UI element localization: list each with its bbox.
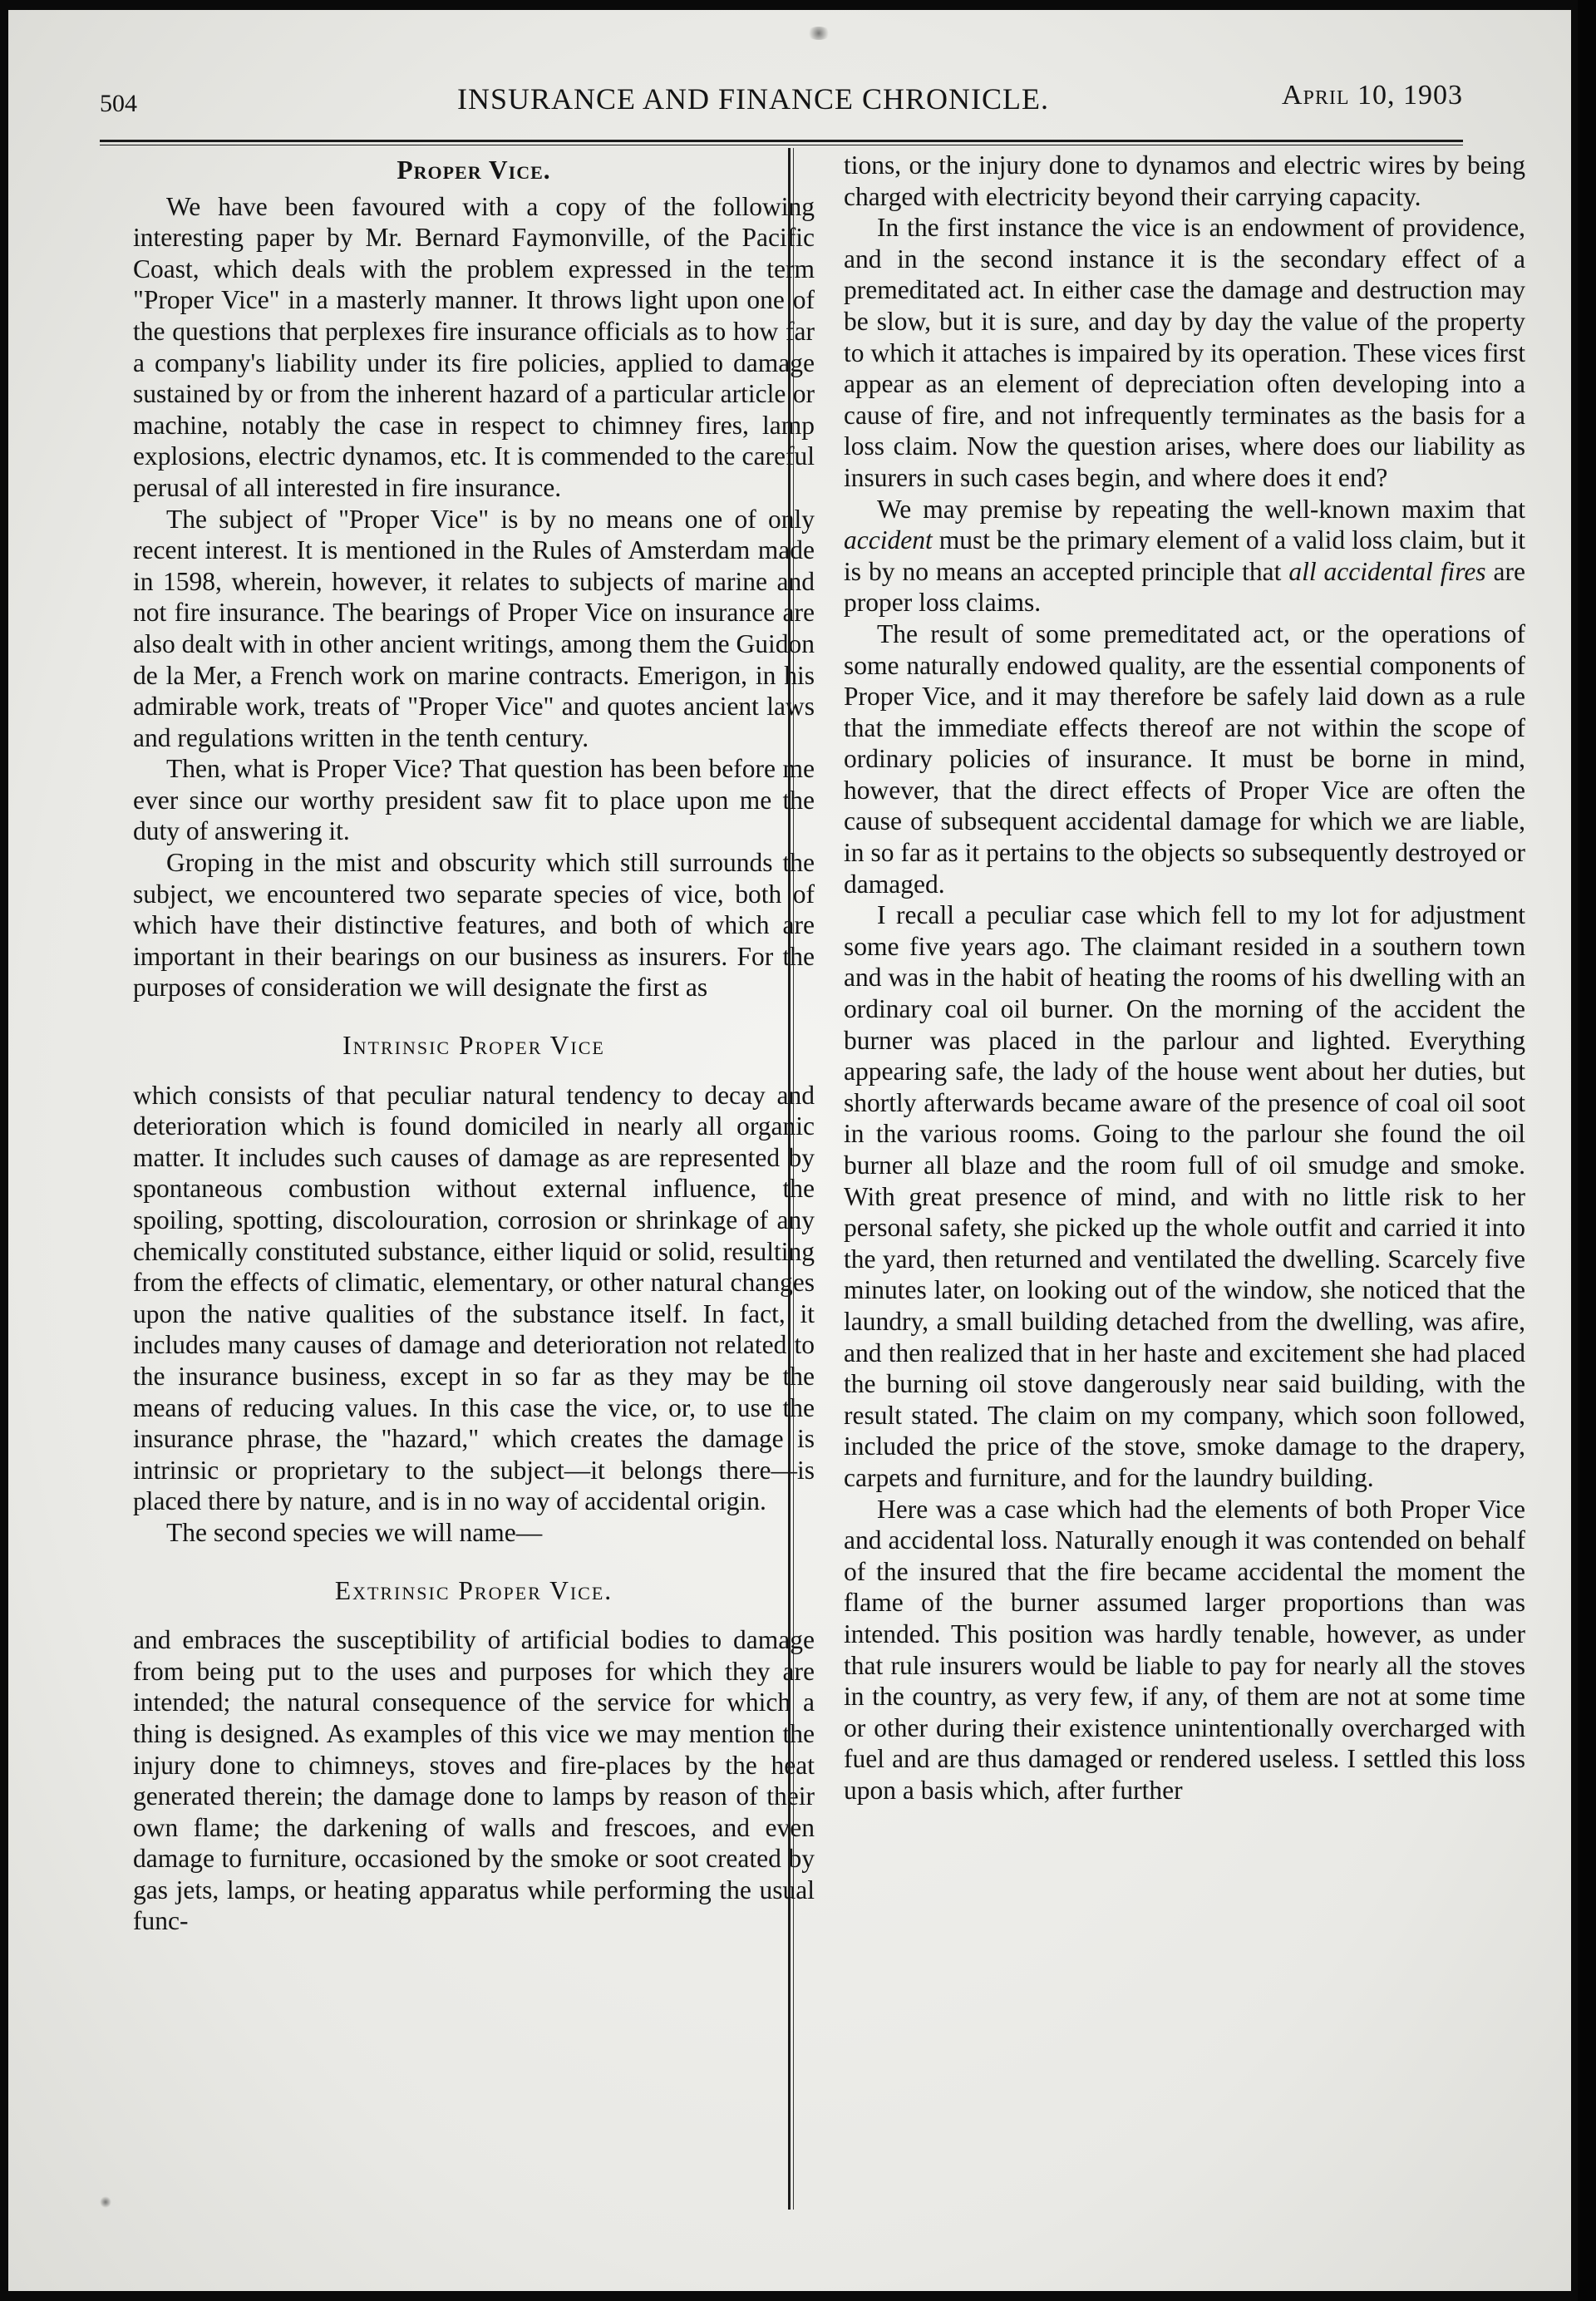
- print-smudge: [100, 2196, 111, 2208]
- paragraph: tions, or the injury done to dynamos and electric wires by being charged with electricity beyond their carrying capacity.: [844, 150, 1525, 211]
- section-heading-intrinsic: Intrinsic Proper Vice: [342, 1031, 605, 1061]
- right-column: [844, 150, 1525, 1806]
- paragraph: I recall a peculiar case which fell to my lot for adjustment some five years ago. The claimant resided in a southern town and was in the habit of heating the rooms of his dwelling with an ordinary coal oil burner. On the morning of the accident the burner was placed in the parlour and lighted. Everything appearing safe, the lady of the house went about her duties, but shortly afterwards became aware of the presence of coal oil soot in the various rooms. Going to the parlour she found the oil burner all blaze and the room full of oil smudge and smoke. With great presence of mind, and with no little risk to her personal safety, she picked up the whole outfit and carried it into the yard, then returned and ventilated the dwelling. Scarcely five minutes later, on looking out of the window, she noticed that the laundry, a small building detached from the dwelling, was afire, and then realized that in her haste and excitement she had placed the burning oil stove dangerously near said building, with the result stated. The claim on my company, which soon followed, included the price of the stove, smoke damage to the drapery, carpets and furniture, and for the laundry building.: [844, 900, 1525, 1492]
- text-run: are proper loss claims.: [844, 556, 1525, 618]
- paragraph: Groping in the mist and obscurity which still surrounds the subject, we encountered two separate species of vice, both of which have their distinctive features, and both of which are important in their bearings on our business as insurers. For the purposes of consideration we will designate the first as: [133, 848, 815, 1003]
- text-run: We may premise by repeating the well-known maxim that: [877, 494, 1525, 524]
- section-heading-extrinsic: Extrinsic Proper Vice.: [334, 1575, 613, 1605]
- paragraph: which consists of that peculiar natural tendency to decay and deterioration which is found domiciled in nearly all organic matter. It includes such causes of damage as are represented by spontaneous combustion without external influence, the spoiling, spotting, discolouration, corrosion or shrinkage of any chemically constituted substance, either liquid or solid, resulting from the effects of climatic, elementary, or other natural changes upon the native qualities of the substance itself. In fact, it includes many causes of damage and deterioration not related to the insurance business, except in so far as they may be the means of reducing values. In this case the vice, or, to use the insurance phrase, the "hazard," which creates the damage is intrinsic or proprietary to the subject—it belongs there—is placed there by nature, and is in no way of accidental origin.: [133, 1080, 815, 1516]
- paragraph: The subject of "Proper Vice" is by no means one of only recent interest. It is mentioned in the Rules of Amsterdam made in 1598, wherein, however, it relates to subjects of marine and not fire insurance. The bearings of Proper Vice on insurance are also dealt with in other ancient writings, among them the Guidon de la Mer, a French work on marine contracts. Emerigon, in his admirable work, treats of "Proper Vice" and quotes ancient laws and regulations written in the tenth century.: [133, 504, 815, 752]
- newspaper-page: [8, 10, 1571, 2291]
- italic-text: all accidental fires: [1288, 556, 1486, 586]
- issue-date: April 10, 1903: [1281, 80, 1463, 111]
- paragraph: We have been favoured with a copy of the following interesting paper by Mr. Bernard Faymonville, of the Pacific Coast, which deals with the problem expressed in the term "Proper Vice" in a masterly manner. It throws light upon one of the questions that perplexes fire insurance officials as to how far a company's liability under its fire policies, applied to damage sustained by or from the inherent hazard of a particular article or machine, notably the case in respect to chimney fires, lamp explosions, electric dynamos, etc. It is commended to the careful perusal of all interested in fire insurance.: [133, 191, 815, 502]
- header-rule: [100, 140, 1463, 142]
- paragraph: The result of some premeditated act, or the operations of some naturally endowed quality, are the essential components of Proper Vice, and it may therefore be safely laid down as a rule that the immediate effects thereof are not within the scope of ordinary policies of insurance. It must be borne in mind, however, that the direct effects of Proper Vice are often the cause of subsequent accidental damage for which we are liable, in so far as it pertains to the objects so subsequently destroyed or damaged.: [844, 618, 1525, 899]
- journal-title: INSURANCE AND FINANCE CHRONICLE.: [457, 82, 1050, 116]
- page-header: [100, 70, 1463, 136]
- paragraph: The second species we will name—: [166, 1517, 543, 1547]
- italic-text: accident: [844, 525, 933, 555]
- paragraph: Here was a case which had the elements of both Proper Vice and accidental loss. Naturally enough it was contended on behalf of the insured that the fire became accidental the moment the flame of the burner assumed larger proportions than was intended. This position was hardly tenable, however, as under that rule insurers would be liable to pay for nearly all the stoves in the country, as very few, if any, of them are not at some time or other during their existence unintentionally overcharged with fuel and are thus damaged or rendered useless. I settled this loss upon a basis which, after further: [844, 1494, 1525, 1805]
- paragraph: In the first instance the vice is an endowment of providence, and in the second instance it is the secondary effect of a premeditated act. In either case the damage and destruction may be slow, but it is sure, and day by day the value of the property to which it attaches is impaired by its operation. These vices first appear as an element of depreciation often developing into a cause of fire, and not infrequently terminates as the basis for a loss claim. Now the question arises, where does our liability as insurers in such cases begin, and where does it end?: [844, 213, 1525, 492]
- page-number: 504: [100, 90, 137, 117]
- article-title: Proper Vice.: [397, 155, 551, 185]
- paragraph: Then, what is Proper Vice? That question has been before me ever since our worthy president saw fit to place upon me the duty of answering it.: [133, 754, 815, 846]
- scan-border: [1578, 0, 1596, 2301]
- text-run: must be the primary element of a valid loss claim, but it is by no means an accepted principle that: [844, 525, 1525, 586]
- left-column: [133, 153, 815, 1937]
- print-smudge: [806, 27, 831, 40]
- paragraph: and embraces the susceptibility of artificial bodies to damage from being put to the uses and purposes for which they are intended; the natural consequence of the service for which a thing is designed. As examples of this vice we may mention the injury done to chimneys, stoves and fire-places by the heat generated therein; the damage done to lamps by reason of their own flame; the darkening of walls and frescoes, and even damage to furniture, occasioned by the smoke or soot created by gas jets, lamps, or heating apparatus while performing the usual func-: [133, 1625, 815, 1936]
- paragraph-with-italics: [844, 494, 1525, 618]
